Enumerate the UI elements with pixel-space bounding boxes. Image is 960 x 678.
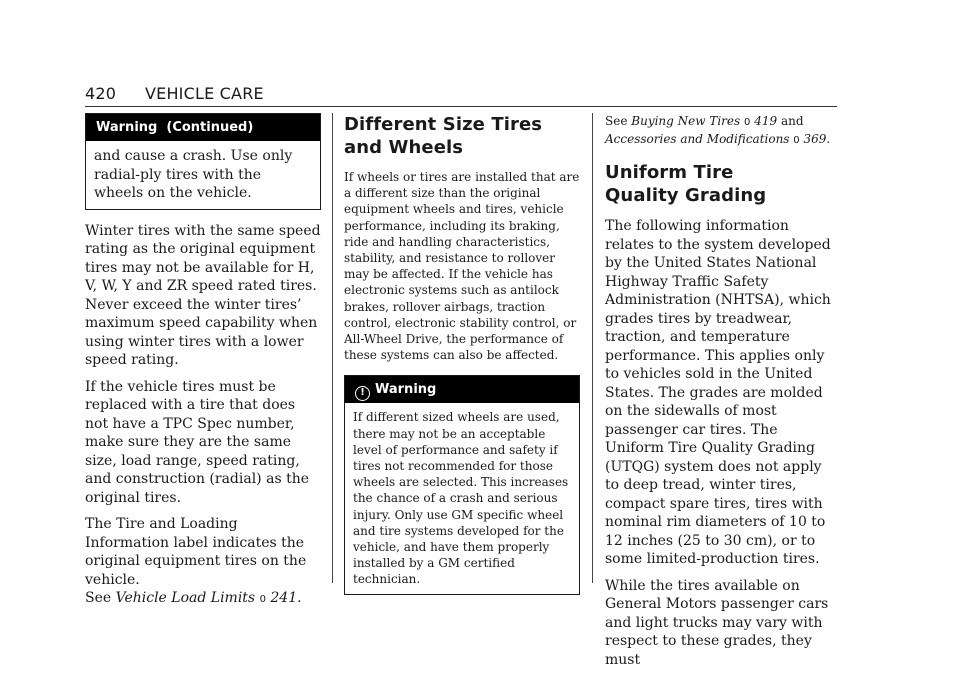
column-right xyxy=(605,113,837,677)
cross-reference-link[interactable]: Buying New Tires xyxy=(631,114,741,128)
cross-reference-link[interactable]: Accessories and Modifications xyxy=(605,132,790,147)
cross-reference-page[interactable]: 369 xyxy=(803,132,827,147)
see-label: See xyxy=(605,114,628,128)
page-ref-icon: 0 xyxy=(793,135,800,147)
warning-title-bar xyxy=(345,376,579,403)
warning-box xyxy=(344,375,580,594)
warning-title: Warning xyxy=(375,382,437,398)
and-label: and xyxy=(780,114,804,128)
paragraph-winter-tires: Winter tires with the same speed rating as the original equipment tires may not be available for H, V, W, Y and ZR speed rated tires. Never exceed the winter tires’ maximum speed capability when using winter tires with a lower speed rating. xyxy=(85,222,321,368)
page-ref-icon: 0 xyxy=(744,117,751,128)
section-title: VEHICLE CARE xyxy=(145,84,264,103)
paragraph-utqg: The following information relates to the system developed by the United States National Highway Traffic Safety Administration (NHTSA), which grades tires by treadwear, traction, and temperature performance. This applies only to vehicles sold in the United States. The grades are molded on the sidewalls of most passenger car tires. The Uniform Tire Quality Grading (UTQG) system does not apply to deep tread, winter tires, compact spare tires, tires with nominal rim diameters of 10 to 12 inches (25 to 30 cm), or to some limited-production tires. xyxy=(605,218,831,568)
column-divider xyxy=(332,113,333,583)
section-heading-utqg: Uniform Tire Quality Grading xyxy=(605,162,767,207)
paragraph-different-size: If wheels or tires are installed that are a different size than the original equipment wheels and tires, vehicle performance, including its braking, ride and handling characteristics, stability, and resistance to rollover may be affected. If the vehicle has electronic systems such as antilock brakes, rollover airbags, traction control, electronic stability control, or All-Wheel Drive, the performance of these systems can also be affected. xyxy=(344,170,580,363)
cross-reference-page[interactable]: 241 xyxy=(270,590,298,606)
column-divider xyxy=(592,113,593,583)
see-also-line xyxy=(605,113,837,149)
period: . xyxy=(826,132,831,147)
see-label: See xyxy=(85,590,112,606)
warning-continued-text: and cause a crash. Use only radial-ply tires with the wheels on the vehicle. xyxy=(94,148,293,201)
column-left xyxy=(85,113,321,618)
paragraph-gm-tires: While the tires available on General Motors passenger cars and light trucks may vary with respect to these grades, they must xyxy=(605,577,829,668)
warning-continued-box xyxy=(85,113,321,210)
page-number: 420 xyxy=(85,84,117,103)
column-middle xyxy=(344,113,580,607)
paragraph-text: The Tire and Loading Information label indicates the original equipment tires on the vehicle. xyxy=(85,516,307,588)
section-heading-size: Different Size Tires and Wheels xyxy=(344,114,543,158)
period: . xyxy=(297,590,302,606)
warning-exclamation-icon: ! xyxy=(355,386,370,401)
page-ref-icon: 0 xyxy=(259,594,266,605)
paragraph-loading-label xyxy=(85,515,321,610)
cross-reference-page[interactable]: 419 xyxy=(754,114,778,128)
page-header xyxy=(85,84,837,107)
cross-reference-link[interactable]: Vehicle Load Limits xyxy=(115,590,256,606)
warning-continued-title: Warning (Continued) xyxy=(86,114,320,141)
warning-text: If different sized wheels are used, there may not be an acceptable level of performance and safety if tires not recommended for those wheels are selected. This increases the chance of a crash and serious injury. Only use GM specific wheel and tire systems developed for the vehicle, and have them properly installed by a GM certified technician. xyxy=(353,410,569,587)
paragraph-replacement-tires: If the vehicle tires must be replaced with a tire that does not have a TPC Spec number, make sure they are the same size, load range, speed rating, and construction (radial) as the original tires. xyxy=(85,378,310,506)
